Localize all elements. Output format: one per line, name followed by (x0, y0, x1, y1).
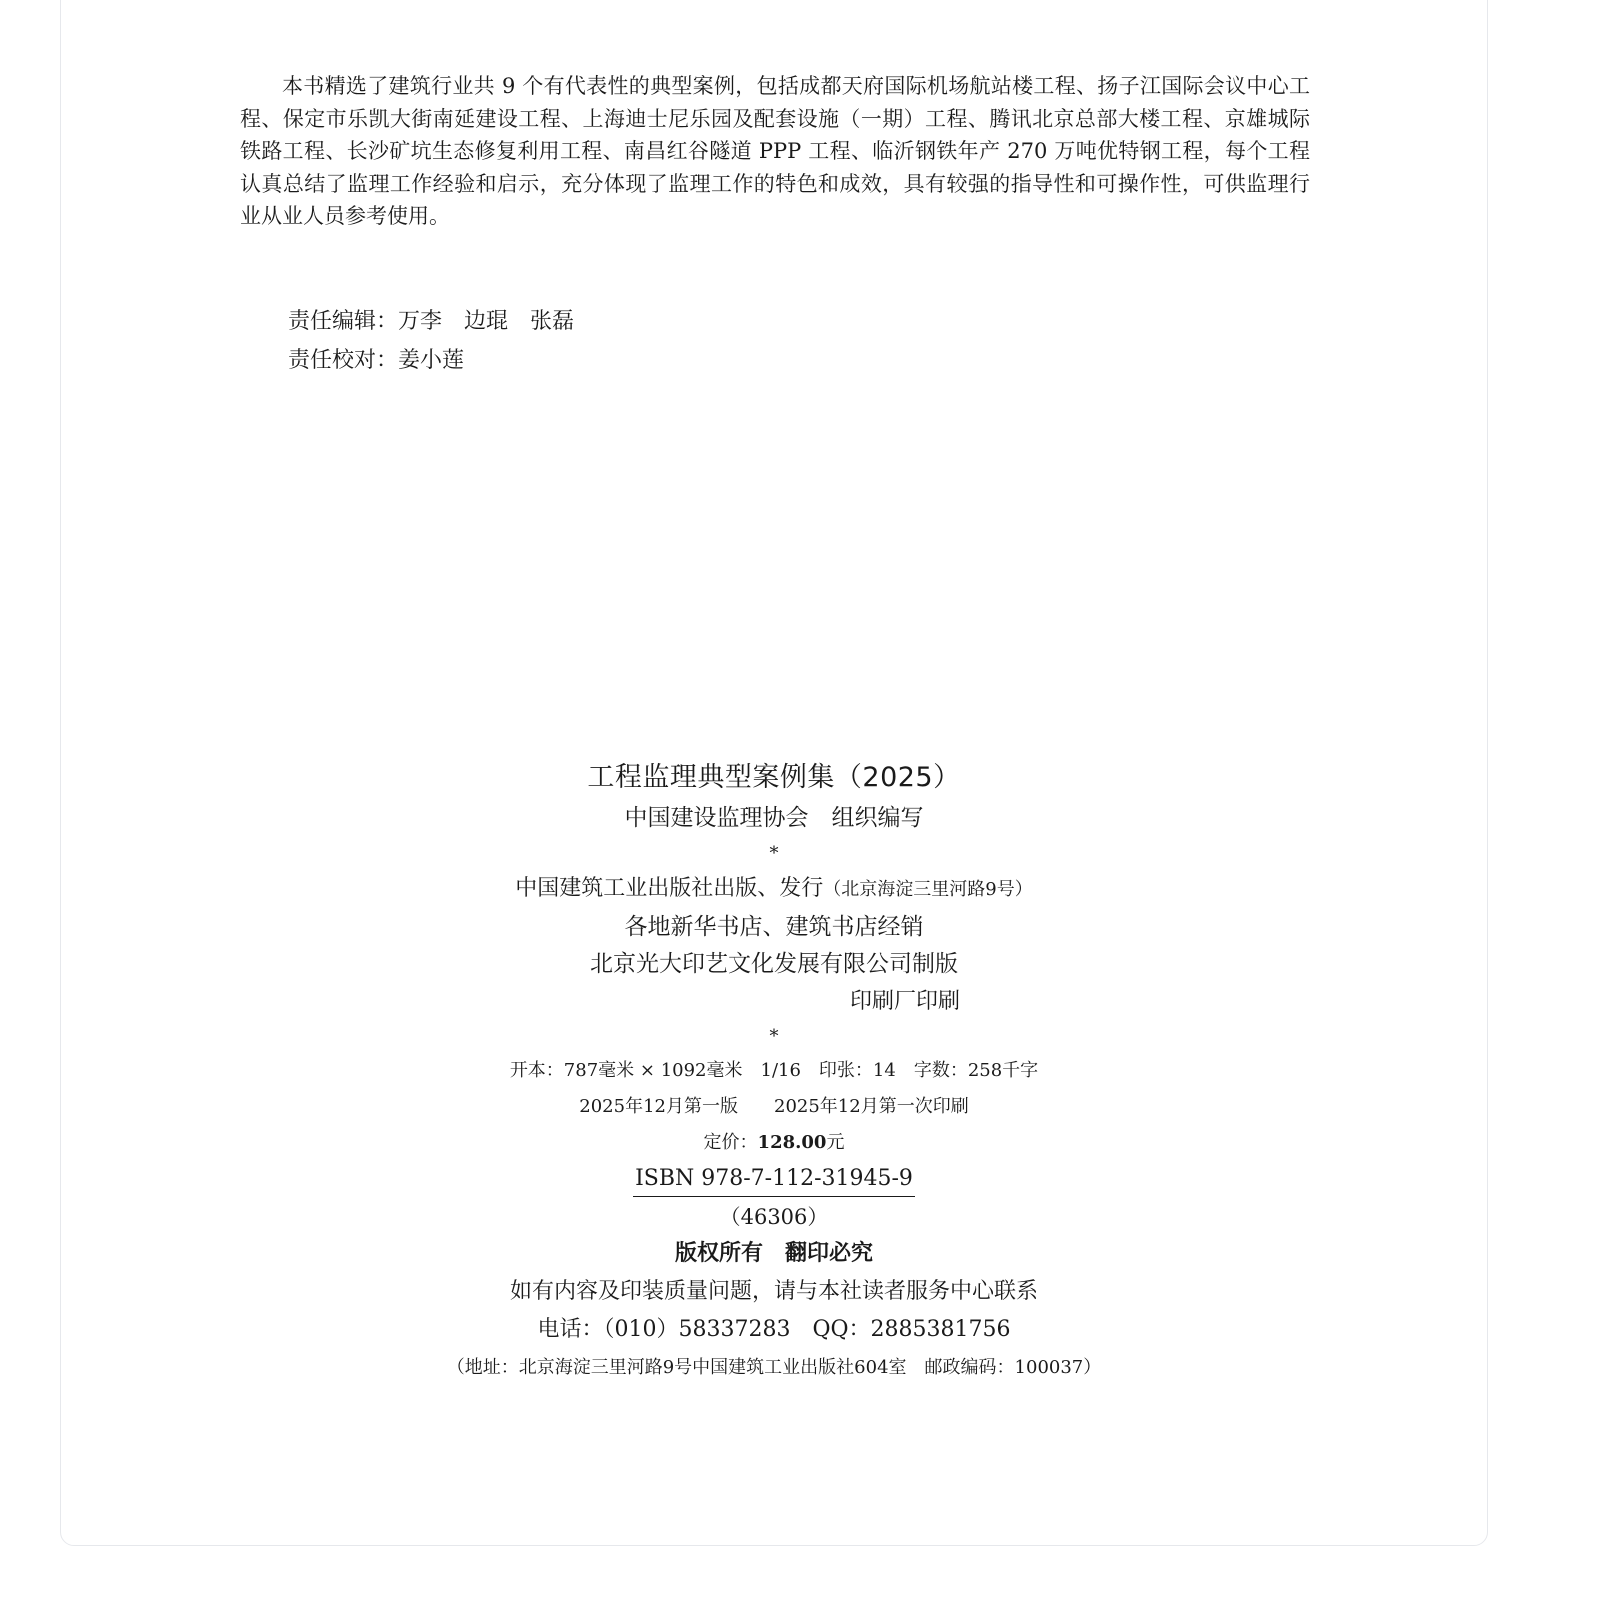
publisher-address: （北京海淀三里河路9号） (823, 879, 1033, 900)
publisher-line (0, 870, 1548, 909)
contact-notice: 如有内容及印装质量问题，请与本社读者服务中心联系 (509, 1279, 1038, 1304)
price-label: 定价： (703, 1132, 758, 1153)
isbn-wrap (0, 1161, 1548, 1199)
responsible-editors: 责任编辑：万李 边琨 张磊 (288, 309, 575, 334)
publisher-name: 中国建筑工业出版社出版、发行 (515, 876, 824, 901)
book-code: （46306） (719, 1205, 829, 1229)
phone-line: 电话：（010）58337283 QQ：2885381756 (537, 1317, 1011, 1342)
responsible-proofreader: 责任校对：姜小莲 (288, 348, 465, 373)
compiling-organization: 中国建设监理协会 组织编写 (624, 805, 924, 831)
book-title: 工程监理典型案例集（2025） (587, 762, 961, 793)
printer-line: 印刷厂印刷 (850, 989, 961, 1014)
edition-line: 2025年12月第一版 2025年12月第一次印刷 (579, 1096, 969, 1117)
price-unit: 元 (826, 1132, 845, 1153)
separator-star: * (769, 843, 779, 864)
price-line (0, 1125, 1548, 1161)
credits (288, 302, 574, 380)
isbn-number: ISBN 978-7-112-31945-9 (633, 1164, 915, 1197)
separator-star-2: * (769, 1026, 779, 1047)
cip-block (0, 758, 1548, 1387)
format-spec-line: 开本：787毫米 × 1092毫米 1/16 印张：14 字数：258千字 (509, 1060, 1039, 1081)
copyright-notice: 版权所有 翻印必究 (674, 1241, 873, 1266)
address-line: （地址：北京海淀三里河路9号中国建筑工业出版社604室 邮政编码：100037） (446, 1357, 1102, 1378)
distributor-line: 各地新华书店、建筑书店经销 (624, 914, 924, 940)
plate-maker-line: 北京光大印艺文化发展有限公司制版 (590, 951, 958, 977)
price-value: 128.00 (757, 1132, 827, 1153)
book-summary: 本书精选了建筑行业共 9 个有代表性的典型案例，包括成都天府国际机场航站楼工程、扬子江国际会议中心工程、保定市乐凯大街南延建设工程、上海迪士尼乐园及配套设施（一期）工程、腾讯北京总部大楼工程、京雄城际铁路工程、长沙矿坑生态修复利用工程、南昌红谷隧道 PPP 工程、临沂钢铁年产 270 万吨优特钢工程，每个工程认真总结了监理工作经验和启示，充分体现了监理工作的特色和成效，具有较强的指导性和可操作性，可供监理行业从业人员参考使用。 (240, 74, 1310, 228)
